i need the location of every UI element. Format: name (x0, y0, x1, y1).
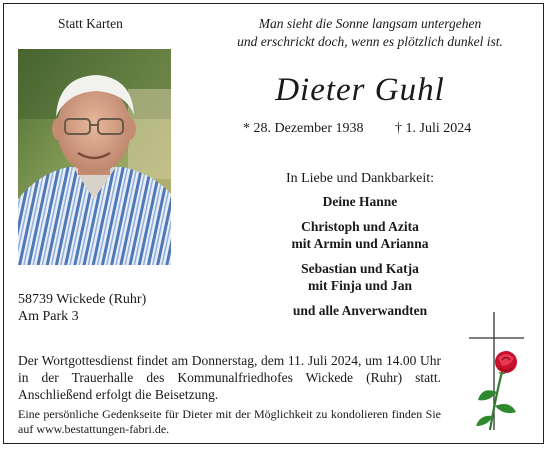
quote-line-1: Man sieht die Sonne langsam untergehen (258, 16, 482, 31)
death-date: † 1. Juli 2024 (395, 121, 472, 136)
memorial-quote (200, 15, 540, 51)
mourners-list (230, 193, 490, 319)
portrait-photo (18, 49, 171, 265)
address-line-2: Am Park 3 (18, 309, 79, 324)
service-announcement: Der Wortgottesdienst findet am Donnerstag, dem 11. Juli 2024, um 14.00 Uhr in der Trauerhalle des Kommunalfriedhofes Wickede (Ruhr) statt. Anschließend erfolgt die Beisetzung. (18, 353, 441, 402)
statt-karten-label: Statt Karten (58, 16, 123, 31)
deceased-name: Dieter Guhl (275, 72, 445, 108)
family-address (18, 291, 146, 325)
mourner-line: Deine Hanne (322, 194, 398, 209)
quote-line-2: und erschrickt doch, wenn es plötzlich dunkel ist. (237, 34, 503, 49)
mourner-line: und alle Anverwandten (292, 302, 428, 318)
mourner-line: Sebastian und Katja (301, 260, 419, 276)
address-line-1: 58739 Wickede (Ruhr) (18, 292, 147, 307)
mourner-line: mit Finja und Jan (308, 278, 412, 293)
mourners-intro: In Liebe und Dankbarkeit: (285, 171, 435, 186)
birth-date: * 28. Dezember 1938 (243, 121, 364, 136)
mourner-line: mit Armin und Arianna (291, 236, 429, 251)
life-dates (243, 121, 471, 137)
cross-with-rose-icon (466, 310, 528, 435)
portrait-illustration (18, 49, 171, 265)
mourner-line: Christoph und Azita (301, 218, 419, 234)
memorial-page-note: Eine persönliche Gedenkseite für Dieter mit der Möglichkeit zu kondolieren finden Sie auf www.bestattungen-fabri.de. (18, 407, 441, 436)
